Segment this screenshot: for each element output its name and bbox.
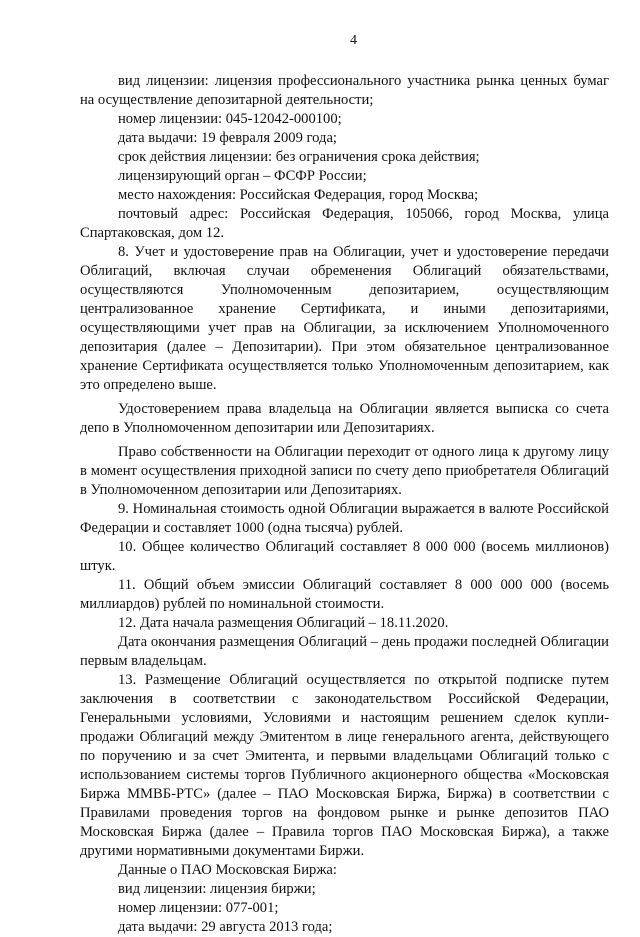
licensing-authority-paragraph: лицензирующий орган – ФСФР России; (118, 168, 367, 184)
section-8-paragraph: 8. Учет и удостоверение прав на Облигации, учет и удостоверение передачи Облигаций, включая случаи обременения Облигаций обязательствами, осуществляются Уполномоченным депозитарием, осуществляющим централизованное хранение Сертификата, и иными депозитариями, осуществляющими учет прав на Облигации, за исключением Уполномоченного депозитария (далее – Депозитарии). При этом обязательное централизованное хранение Сертификата осуществляется только Уполномоченным депозитарием, как это определено выше. (80, 244, 609, 393)
rights-certification-paragraph: Удостоверением права владельца на Облигации является выписка со счета депо в Уполномоченном депозитарии или Депозитариях. (80, 401, 609, 436)
exchange-issue-date-paragraph: дата выдачи: 29 августа 2013 года; (118, 919, 333, 935)
license-number-paragraph: номер лицензии: 045-12042-000100; (118, 111, 342, 127)
license-validity-paragraph: срок действия лицензии: без ограничения срока действия; (118, 149, 480, 165)
page-number: 4 (350, 33, 357, 48)
location-paragraph: место нахождения: Российская Федерация, город Москва; (118, 187, 479, 203)
postal-address-paragraph: почтовый адрес: Российская Федерация, 105066, город Москва, улица Спартаковская, дом 12. (80, 206, 609, 241)
section-11-paragraph: 11. Общий объем эмиссии Облигаций составляет 8 000 000 000 (восемь миллиардов) рублей по номинальной стоимости. (80, 577, 609, 612)
placement-end-paragraph: Дата окончания размещения Облигаций – день продажи последней Облигации первым владельцам. (80, 634, 609, 669)
exchange-license-type-paragraph: вид лицензии: лицензия биржи; (118, 881, 316, 897)
issue-date-paragraph: дата выдачи: 19 февраля 2009 года; (118, 130, 337, 146)
section-10-paragraph: 10. Общее количество Облигаций составляет 8 000 000 (восемь миллионов) штук. (80, 539, 609, 574)
exchange-data-heading: Данные о ПАО Московская Биржа: (118, 862, 337, 878)
license-type-paragraph: вид лицензии: лицензия профессионального участника рынка ценных бумаг на осуществление депозитарной деятельности; (80, 73, 609, 108)
section-9-paragraph: 9. Номинальная стоимость одной Облигации выражается в валюте Российской Федерации и составляет 1000 (одна тысяча) рублей. (80, 501, 609, 536)
exchange-license-number-paragraph: номер лицензии: 077-001; (118, 900, 279, 916)
ownership-transfer-paragraph: Право собственности на Облигации переходит от одного лица к другому лицу в момент осуществления приходной записи по счету депо приобретателя Облигаций в Уполномоченном депозитарии или Депозитариях. (80, 444, 609, 498)
section-12-paragraph: 12. Дата начала размещения Облигаций – 18.11.2020. (118, 615, 449, 631)
section-13-paragraph: 13. Размещение Облигаций осуществляется по открытой подписке путем заключения в соответствии с законодательством Российской Федерации, Генеральными условиями, Условиями и настоящим решением сделок купли-продажи Облигаций между Эмитентом в лице генерального агента, действующего по поручению и за счет Эмитента, и первыми владельцами Облигаций только с использованием системы торгов Публичного акционерного общества «Московская Биржа ММВБ-РТС» (далее – ПАО Московская Биржа, Биржа) в соответствии с Правилами проведения торгов на фондовом рынке и рынке депозитов ПАО Московская Биржа (далее – Правила торгов ПАО Московская Биржа), а также другими нормативными документами Биржи. (80, 672, 609, 859)
